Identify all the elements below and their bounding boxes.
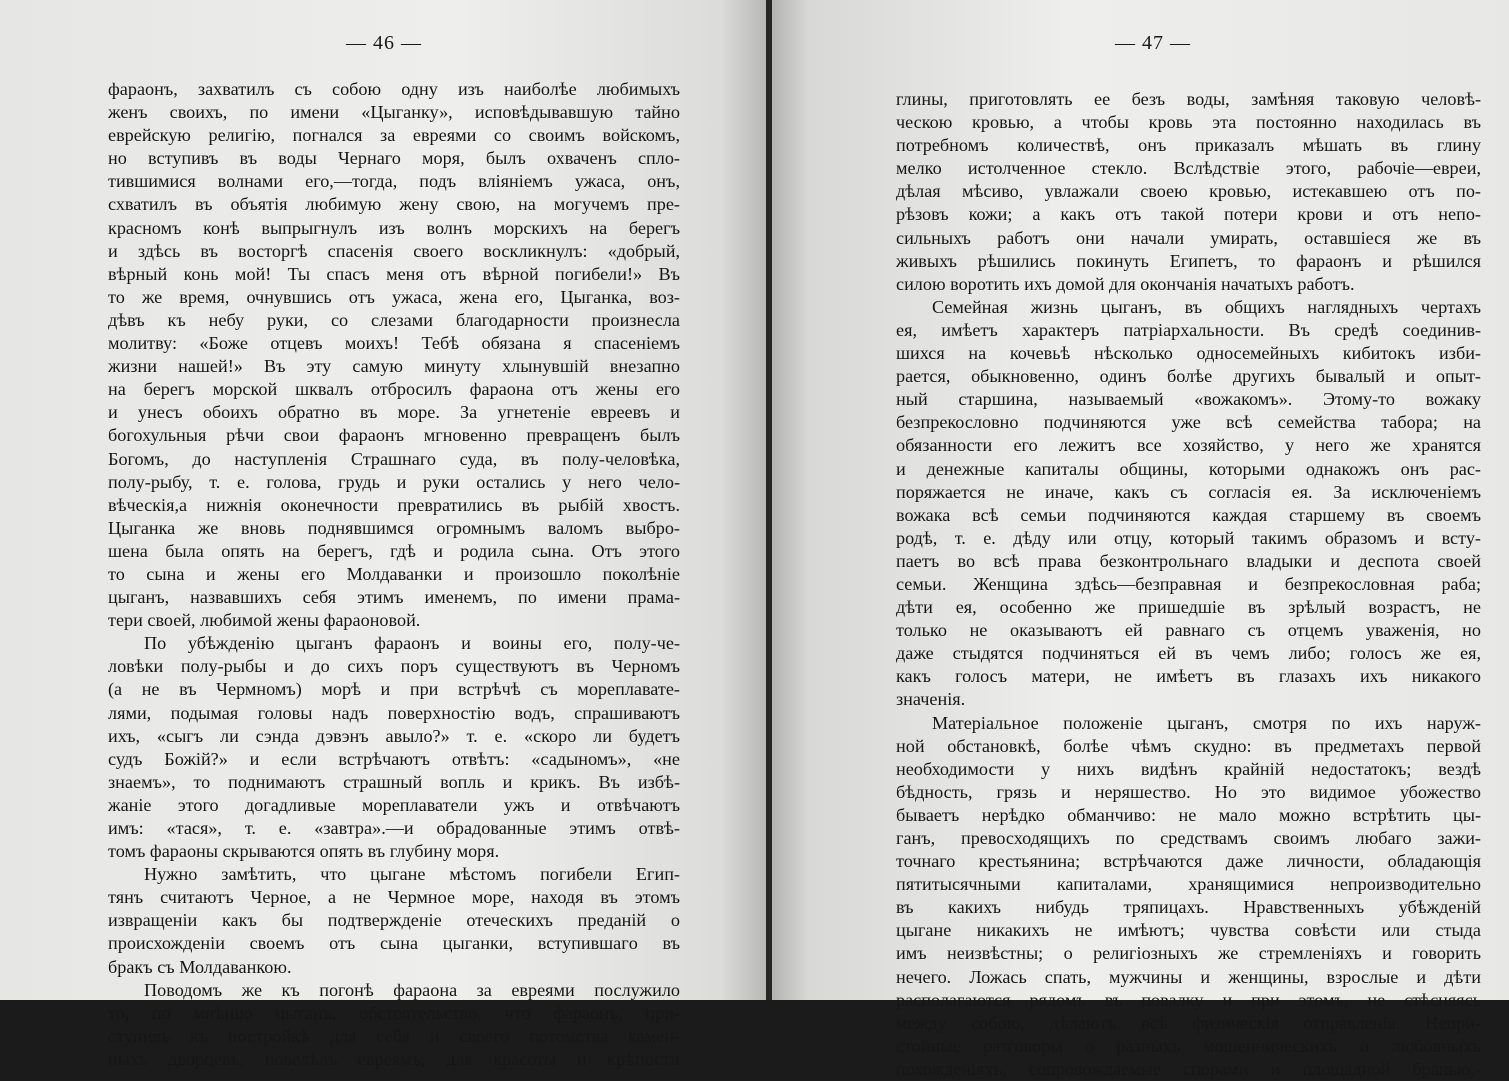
text-line: похожденіяхъ, сопровождаемые спорами и площадной бранью,- xyxy=(896,1058,1481,1079)
text-line: схватилъ въ объятія любимую жену свою, на могучемъ пре- xyxy=(108,194,680,215)
text-line: бѣдность, грязь и неряшество. Но это видимое убожество xyxy=(896,781,1481,802)
text-line: извращеніи какъ бы подтвержденіе отеческихъ преданій о xyxy=(108,910,680,931)
text-line: богохульныя рѣчи свои фараонъ мгновенно превращенъ былъ xyxy=(108,425,680,446)
text-line: (а не въ Чермномъ) морѣ и при встрѣчѣ съ мореплавате- xyxy=(108,679,680,700)
text-line: красномъ конѣ выпрыгнулъ изъ волнъ морскихъ на берегъ xyxy=(108,217,680,238)
text-line: тившимися волнами его,—тогда, подъ вліяніемъ ужаса, онъ, xyxy=(108,171,680,192)
text-line: сильныхъ работъ они начали умирать, оставшіеся же въ xyxy=(896,227,1481,248)
text-line: дѣти ея, особенно же пришедшіе въ зрѣлый возрастъ, не xyxy=(896,597,1481,618)
text-line: лями, подымая головы надъ поверхностію водъ, спрашиваютъ xyxy=(108,702,680,723)
text-line: ныхъ дворцевъ, повелѣлъ евреямъ, для красоты и крѣпости xyxy=(108,1048,680,1069)
text-line: ихъ, «сыгъ ли сэнда дэвэнъ авыло?» т. е. «скоро ли будетъ xyxy=(108,725,680,746)
text-line: стойные разговоры о разныхъ мошенническихъ и любовныхъ xyxy=(896,1035,1481,1056)
text-line: Нужно замѣтить, что цыгане мѣстомъ погибели Егип- xyxy=(144,864,680,885)
text-line: фараонъ, захватилъ съ собою одну изъ наиболѣе любимыхъ xyxy=(108,79,680,99)
text-line: бракъ съ Молдаванкою. xyxy=(108,956,292,977)
text-line: рѣзовъ кожи; а какъ отъ такой потери крови и отъ непо- xyxy=(896,204,1481,225)
page-number-right: — 47 — xyxy=(1115,32,1191,54)
right-page xyxy=(772,0,1509,1079)
text-line: и денежные капиталы общины, которыми однакожъ онъ рас- xyxy=(896,458,1481,479)
text-line: поряжается не иначе, какъ съ согласія ея. За исключеніемъ xyxy=(896,481,1481,502)
text-line: обязанности его лежитъ все хозяйство, у него же хранятся xyxy=(896,435,1481,456)
text-line: безпрекословно подчиняются уже всѣ семейства табора; на xyxy=(896,412,1481,433)
text-line: глины, приготовлять ее безъ воды, замѣняя таковую человѣ- xyxy=(896,89,1481,109)
text-line: Семейная жизнь цыганъ, въ общихъ наглядныхъ чертахъ xyxy=(932,296,1481,317)
text-line: жаніе этого догадливые мореплаватели ужъ и отвѣчаютъ xyxy=(108,794,680,815)
text-line: имъ: «тася», т. е. «завтра».—и обрадованные этимъ отвѣ- xyxy=(108,818,680,838)
text-line: ческою кровью, а чтобы кровь эта постоянно находилась въ xyxy=(896,112,1481,133)
text-line: ея, имѣетъ характеръ патріархальности. Въ средѣ соединив- xyxy=(896,319,1481,340)
text-line: шена была опять на берегъ, гдѣ и родила сына. Отъ этого xyxy=(108,540,680,561)
text-line: жизни нашей!» Въ эту самую минуту хлынувшій внезапно xyxy=(108,356,680,377)
text-line: цыгане никакихъ не имѣютъ; чувства совѣсти или стыда xyxy=(896,920,1481,941)
text-line: молитву: «Боже отцевъ моихъ! Тебѣ обязана я спасеніемъ xyxy=(108,333,680,354)
text-line: знаемъ», то поднимаютъ страшный вопль и крикъ. Въ избѣ- xyxy=(108,771,680,792)
text-line: какъ голосъ матери, не имѣетъ въ глазахъ ихъ никакого xyxy=(896,666,1481,687)
text-line: ловѣки полу-рыбы и до сихъ поръ существуютъ въ Черномъ xyxy=(108,656,680,677)
text-line: По убѣжденію цыганъ фараонъ и воины его, полу-че- xyxy=(144,633,680,654)
text-line: живыхъ рѣшились покинуть Египетъ, то фараонъ и рѣшился xyxy=(896,250,1481,271)
page-number-left: — 46 — xyxy=(346,32,422,54)
text-line: ступивъ къ постройкѣ для себя и своего потомства камен- xyxy=(108,1025,680,1046)
text-line: шихся на кочевьѣ нѣсколько односемейныхъ кибитокъ изби- xyxy=(896,343,1481,364)
text-line: вѣрный конь мой! Ты спасъ меня отъ вѣрной погибели!» Въ xyxy=(108,263,680,284)
text-line: томъ фараоны скрываются опять въ глубину моря. xyxy=(108,841,500,862)
text-line: мелко истолченное стекло. Вслѣдствіе этого, рабочіе—евреи, xyxy=(896,158,1481,179)
text-line: въ какихъ нибудь тряпицахъ. Нравственныхъ убѣжденій xyxy=(896,897,1481,918)
text-line: тянъ считаютъ Черное, а не Чермное море, находя въ этомъ xyxy=(108,887,680,908)
text-line: силою воротить ихъ домой для окончанія начатыхъ работъ. xyxy=(896,273,1355,294)
text-line: и здѣсь въ восторгѣ спасенія своего воскликнулъ: «добрый, xyxy=(108,240,680,261)
text-line: вожака всѣ семьи подчиняются каждая старшему въ своемъ xyxy=(896,504,1481,525)
text-line: бываетъ нерѣдко обманчиво: не мало можно встрѣтить цы- xyxy=(896,804,1481,825)
text-line: паетъ во всѣ права безконтрольнаго владыки и деспота своей xyxy=(896,550,1481,571)
text-line: семьи. Женщина здѣсь—безправная и безпрекословная раба; xyxy=(896,573,1481,594)
text-line: на берегъ морской шквалъ отбросилъ фараона отъ жены его xyxy=(108,379,680,400)
text-line: то, по мнѣнію цыганъ, обстоятельство, что фараонъ, при- xyxy=(108,1002,680,1023)
text-line: рается, обыкновенно, одинъ болѣе другихъ бывалый и опыт- xyxy=(896,366,1481,387)
text-line: ной обстановкѣ, болѣе чѣмъ скудно: въ предметахъ первой xyxy=(896,735,1481,756)
text-line: значенія. xyxy=(896,689,966,710)
text-line: женъ своихъ, по имени «Цыганку», исповѣдывавшую тайно xyxy=(108,102,680,123)
text-line: необходимости у нихъ видѣнъ крайній недостатокъ; вездѣ xyxy=(896,758,1481,779)
text-line: Поводомъ же къ погонѣ фараона за евреями послужило xyxy=(144,979,680,1000)
text-line: нечего. Ложась спать, мужчины и женщины, взрослые и дѣти xyxy=(896,966,1481,987)
text-line: ный старшина, называемый «вожакомъ». Этому-то вожаку xyxy=(896,389,1481,410)
text-line: только не оказываютъ ей равнаго съ отцемъ уваженія, но xyxy=(896,620,1481,641)
text-line: Богомъ, до наступленія Страшнаго суда, въ полу-человѣка, xyxy=(108,448,680,469)
right-page-text xyxy=(896,88,1481,1081)
text-line: дѣвъ къ небу руки, со слезами благодарности произнесла xyxy=(108,309,680,330)
text-line: Матеріальное положеніе цыганъ, смотря по ихъ наруж- xyxy=(932,712,1481,733)
text-line: цыганъ, назвавшихъ себя этимъ именемъ, по имени прама- xyxy=(108,587,680,608)
text-line: между собою, дѣлаютъ всѣ физическія отправленія. Непри- xyxy=(896,1012,1481,1033)
text-line: то же время, очнувшись отъ ужаса, жена его, Цыганка, воз- xyxy=(108,286,680,307)
text-line: родѣ, т. е. дѣду или отцу, который такимъ образомъ и всту- xyxy=(896,527,1481,548)
text-line: происхожденіи своемъ отъ сына цыганки, вступившагo въ xyxy=(108,933,680,954)
text-line: точнаго крестьянина; встрѣчаются даже личности, обладающія xyxy=(896,851,1481,872)
text-line: Цыганка же вновь поднявшимся огромнымъ валомъ выбро- xyxy=(108,517,680,538)
text-line: пятитысячными капиталами, хранящимися непроизводительно xyxy=(896,874,1481,895)
text-line: судъ Божій?» и если встрѣчаютъ отвѣтъ: «садыномъ», «не xyxy=(108,748,680,769)
left-page-text xyxy=(108,78,680,1071)
text-line: и унесъ обоихъ обратно въ море. За угнетеніе евреевъ и xyxy=(108,402,680,423)
text-line: потребномъ количествѣ, онъ приказалъ мѣшать въ глину xyxy=(896,135,1481,156)
text-line: ганъ, превосходящихъ по средствамъ своимъ любаго зажи- xyxy=(896,828,1481,848)
text-line: вѣческія,а нижнія оконечности превратились въ рыбій хвостъ. xyxy=(108,494,680,515)
text-line: но вступивъ въ воды Чернаго моря, былъ охваченъ сплo- xyxy=(108,148,680,169)
text-line: то сына и жены его Молдаванки и произошло поколѣніе xyxy=(108,563,680,584)
text-line: даже стыдятся подчиняться ей въ чемъ либо; голосъ же ея, xyxy=(896,643,1481,664)
text-line: дѣлая мѣсиво, увлажали своею кровью, истекавшею отъ по- xyxy=(896,181,1481,202)
text-line: имъ неизвѣстны; о религіозныхъ же стремленіяхъ и говорить xyxy=(896,943,1481,964)
text-line: тери своей, любимой жены фараоновой. xyxy=(108,610,421,631)
text-line: полу-рыбу, т. е. голова, грудь и руки остались у него чело- xyxy=(108,471,680,492)
text-line: располагаются рядомъ въ повалку и при этомъ, не стѣсняясь xyxy=(896,989,1481,1010)
text-line: еврейскую религію, погнался за евреями со своимъ войскомъ, xyxy=(108,125,680,146)
